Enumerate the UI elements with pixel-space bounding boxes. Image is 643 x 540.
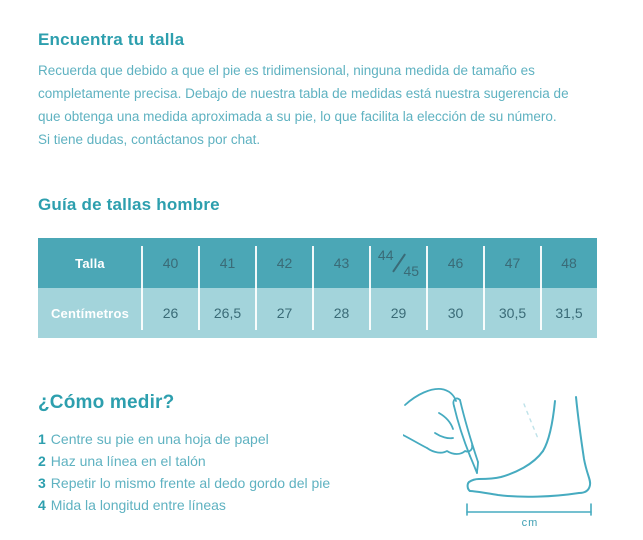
step-number: 2 <box>38 453 46 469</box>
intro-paragraph <box>38 59 569 151</box>
intro-line: Recuerda que debido a que el pie es tridimensional, ninguna medida de tamaño es <box>38 63 535 78</box>
size-cell: 42 <box>276 255 293 271</box>
row-label-centimetros: Centímetros <box>50 305 130 321</box>
step-number: 4 <box>38 497 46 513</box>
size-cell: 43 <box>333 255 350 271</box>
size-cell-44-45 <box>370 238 427 288</box>
column-divider <box>540 246 542 330</box>
cm-cell: 30 <box>447 305 464 321</box>
step-text: Haz una línea en el talón <box>50 453 206 469</box>
size-cell: 40 <box>162 255 179 271</box>
size-fraction <box>378 245 419 281</box>
size-cell: 41 <box>219 255 236 271</box>
intro-line: Si tiene dudas, contáctanos por chat. <box>38 132 261 147</box>
column-divider <box>483 246 485 330</box>
measure-step <box>38 450 330 472</box>
cm-cell: 26 <box>162 305 179 321</box>
foot-outline <box>468 397 591 497</box>
column-divider <box>426 246 428 330</box>
column-divider <box>369 246 371 330</box>
column-divider <box>198 246 200 330</box>
size-cell: 47 <box>504 255 521 271</box>
cm-cell: 28 <box>333 305 350 321</box>
measure-step <box>38 428 330 450</box>
step-number: 3 <box>38 475 46 491</box>
measure-step <box>38 494 330 516</box>
cm-cell: 31,5 <box>555 305 583 321</box>
column-divider <box>141 246 143 330</box>
intro-line: completamente precisa. Debajo de nuestra tabla de medidas está nuestra sugerencia de <box>38 86 569 101</box>
size-cell: 46 <box>447 255 464 271</box>
size-fraction-bottom: 45 <box>403 263 420 279</box>
measure-steps <box>38 428 330 516</box>
column-divider <box>255 246 257 330</box>
step-text: Mida la longitud entre líneas <box>50 497 226 513</box>
size-table <box>38 238 597 338</box>
size-cell: 48 <box>561 255 577 271</box>
page-title: Encuentra tu talla <box>38 30 185 49</box>
measure-step <box>38 472 330 494</box>
cm-label: cm <box>521 517 539 529</box>
cm-cell: 26,5 <box>213 305 242 321</box>
size-table-container <box>38 238 597 338</box>
cm-cell: 30,5 <box>498 305 527 321</box>
intro-line: que obtenga una medida aproximada a su pie, lo que facilita la elección de su número. <box>38 109 557 124</box>
step-number: 1 <box>38 431 46 447</box>
size-fraction-top: 44 <box>377 247 394 263</box>
table-row-sizes <box>38 238 597 288</box>
foot-measure-illustration <box>403 383 613 533</box>
section-title-how-to-measure: ¿Cómo medir? <box>38 392 175 413</box>
step-text: Repetir lo mismo frente al dedo gordo del pie <box>50 475 331 491</box>
cm-cell: 27 <box>276 305 293 321</box>
measure-line <box>467 504 591 515</box>
table-row-centimeters <box>38 288 597 338</box>
section-title-size-guide: Guía de tallas hombre <box>38 195 220 214</box>
column-divider <box>312 246 314 330</box>
row-label-talla: Talla <box>75 255 105 271</box>
cm-cell: 29 <box>390 305 407 321</box>
hand-with-pen <box>403 389 478 473</box>
step-text: Centre su pie en una hoja de papel <box>50 431 269 447</box>
